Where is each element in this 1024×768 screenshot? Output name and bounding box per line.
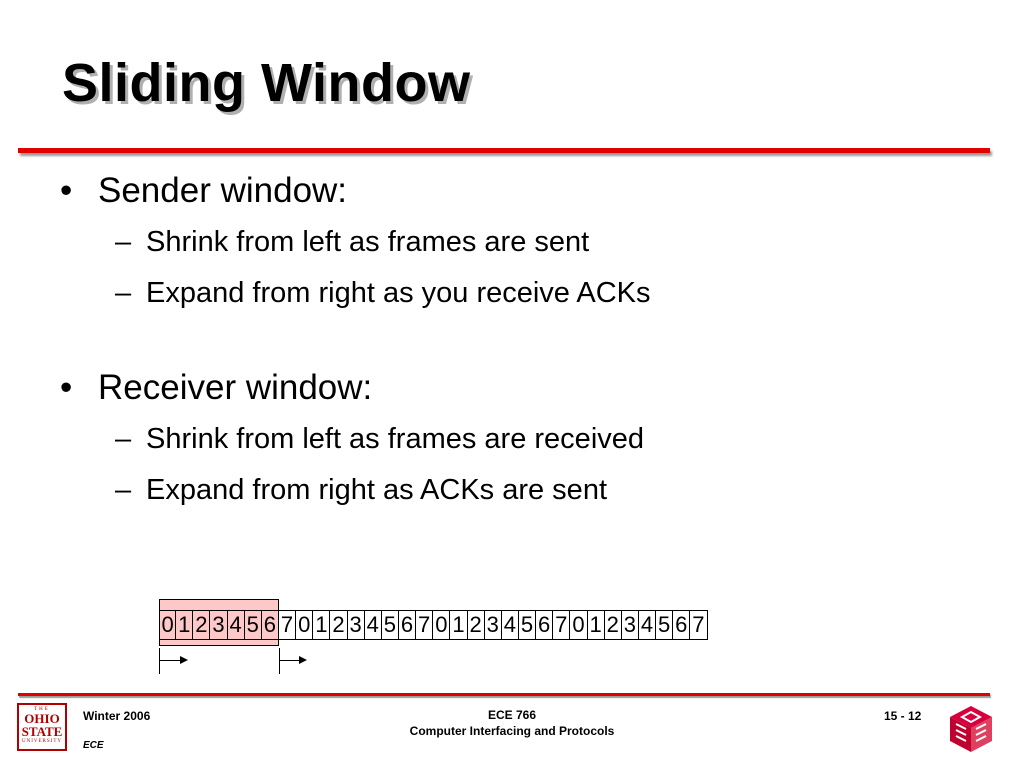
footer-course: ECE 766 xyxy=(487,708,537,722)
sub-bullet-marker: – xyxy=(115,277,132,309)
window-frame-cell: 5 xyxy=(245,611,262,639)
window-frame-cell: 4 xyxy=(228,611,245,639)
frame-cell: 0 xyxy=(296,611,313,639)
window-frame-cell: 2 xyxy=(193,611,210,639)
frame-cell: 2 xyxy=(605,611,622,639)
ohio-state-logo xyxy=(17,703,67,751)
sub-bullet-marker: – xyxy=(115,423,132,455)
title-divider xyxy=(18,148,990,153)
frame-cell: 4 xyxy=(639,611,656,639)
frame-cell: 6 xyxy=(673,611,690,639)
logo-line: THE xyxy=(34,707,50,712)
frame-cell: 5 xyxy=(382,611,399,639)
sub-bullet-marker: – xyxy=(115,474,132,506)
bullet-marker: • xyxy=(60,171,73,210)
bullet-heading: Sender window: xyxy=(98,171,348,210)
left-edge-arrow-icon xyxy=(160,660,186,661)
logo-line: UNIVERSITY xyxy=(22,739,62,744)
frame-cell: 4 xyxy=(365,611,382,639)
frame-cell: 7 xyxy=(553,611,570,639)
frame-cell: 0 xyxy=(433,611,450,639)
frame-cell: 6 xyxy=(399,611,416,639)
frame-cell: 2 xyxy=(330,611,347,639)
slide-title: Sliding Window xyxy=(62,53,471,113)
sub-bullet-text: Expand from right as ACKs are sent xyxy=(146,474,607,506)
frame-cell: 6 xyxy=(536,611,553,639)
window-frame-cell: 6 xyxy=(262,611,279,639)
window-left-edge-marker xyxy=(159,648,160,674)
right-edge-arrow-icon xyxy=(280,660,305,661)
footer-term: Winter 2006 xyxy=(83,709,151,723)
sub-bullet-marker: – xyxy=(115,226,132,258)
sequence-number-strip xyxy=(159,610,708,640)
sub-bullet-text: Shrink from left as frames are received xyxy=(146,423,645,455)
footer-page-number: 15 - 12 xyxy=(884,709,922,723)
bullet-heading: Receiver window: xyxy=(98,368,373,407)
frame-cell: 4 xyxy=(502,611,519,639)
frame-cell: 7 xyxy=(416,611,433,639)
window-right-edge-marker xyxy=(279,648,280,674)
footer-dept: ECE xyxy=(83,740,104,751)
frame-cell: 2 xyxy=(468,611,485,639)
frame-cell: 7 xyxy=(279,611,296,639)
sub-bullet-text: Expand from right as you receive ACKs xyxy=(146,277,651,309)
frame-cell: 3 xyxy=(348,611,365,639)
logo-line: STATE xyxy=(21,724,63,739)
frame-cell: 1 xyxy=(450,611,467,639)
window-frame-cell: 3 xyxy=(210,611,227,639)
logo-line: OHIO xyxy=(24,711,60,726)
frame-cell: 7 xyxy=(690,611,707,639)
frame-cell: 1 xyxy=(588,611,605,639)
frame-cell: 3 xyxy=(622,611,639,639)
window-frame-cell: 1 xyxy=(176,611,193,639)
frame-cell: 5 xyxy=(656,611,673,639)
bullet-marker: • xyxy=(60,368,73,407)
ece-cube-icon xyxy=(948,704,994,754)
frame-cell: 0 xyxy=(570,611,587,639)
window-frame-cell: 0 xyxy=(159,611,176,639)
footer-divider xyxy=(18,693,990,696)
frame-cell: 5 xyxy=(519,611,536,639)
sub-bullet-text: Shrink from left as frames are sent xyxy=(146,226,590,258)
frame-cell: 1 xyxy=(313,611,330,639)
frame-cell: 3 xyxy=(485,611,502,639)
footer-course-title: Computer Interfacing and Protocols xyxy=(409,724,615,738)
